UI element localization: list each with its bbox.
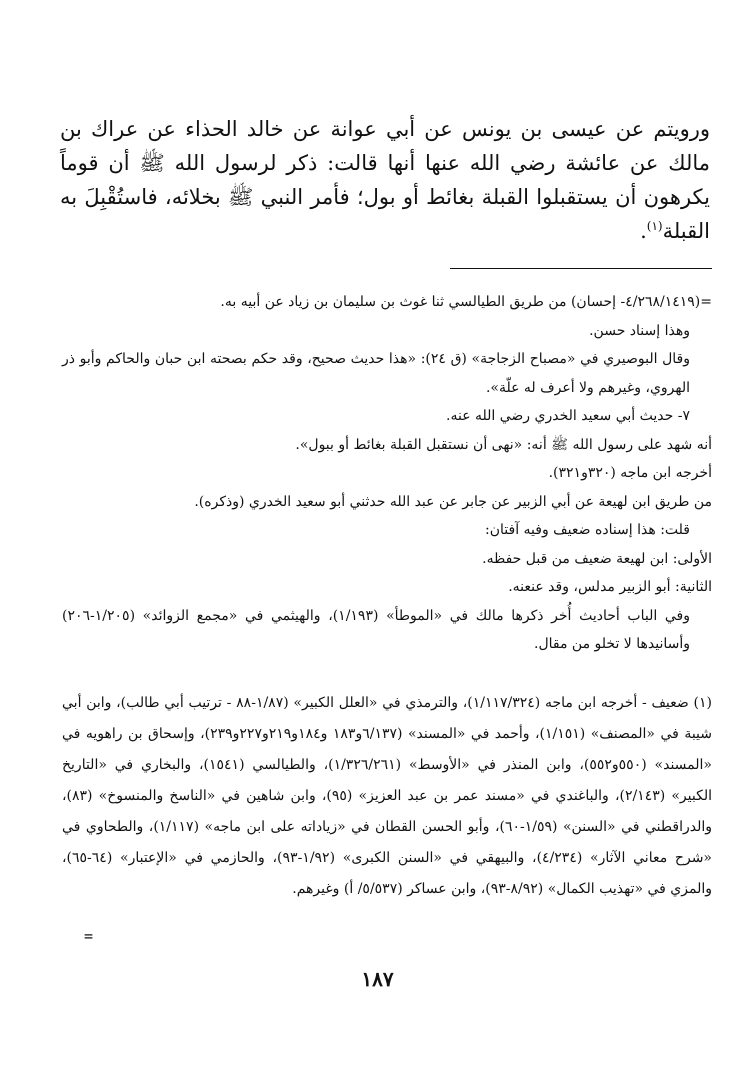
footnote-text: (١) ضعيف - أخرجه ابن ماجه (١/١١٧/٣٢٤)، والترمذي في «العلل الكبير» (١/٨٧-٨٨ - ترتيب أبي طالب)، وابن أبي شيبة في «المصنف» (١/١٥١)، وأحمد في «المسند» (٦/١٣٧و١٨٣ و١٨٤و٢١٩و٢٢٧و٢٣٩)، وإسحاق بن راهويه في «المسند» (٥٥٠و٥٥٢)، وابن المنذر في «الأوسط» (١/٣٢٦/٢٦١)، والطيالسي (١٥٤١)، والبخاري في «التاريخ الكبير» (٢/١٤٣)، والباغندي في «مسند عمر بن عبد العزيز» (٩٥)، وابن شاهين في «الناسخ والمنسوخ» (٨٣)، والدراقطني في «السنن» (١/٥٩-٦٠)، وأبو الحسن القطان في «زياداته على ابن ماجه» (١/١١٧)، والطحاوي في «شرح معاني الآثار» (٤/٢٣٤)، والبيهقي في «السنن الكبرى» (١/٩٢-٩٣)، والحازمي في «الإعتبار» (٦٤-٦٥)، والمزي في «تهذيب الكمال» (٨/٩٢-٩٣)، وابن عساكر (٥/٥٣٧/ أ) وغيرهم.	[62, 695, 712, 897]
note-paragraph: =(٤/٢٦٨/١٤١٩- إحسان) من طريق الطيالسي ثنا غوث بن سليمان بن زياد عن أبيه به.	[220, 294, 712, 310]
note-paragraph: من طريق ابن لهيعة عن أبي الزبير عن جابر عن عبد الله حدثني أبو سعيد الخدري (وذكره).	[194, 493, 712, 510]
main-text-end: .	[640, 219, 647, 243]
main-text-body: ورويتم عن عيسى بن يونس عن أبي عوانة عن خالد الحذاء عن عراك بن مالك عن عائشة رضي الله عنها أنها قالت: ذكر لرسول الله ﷺ أن قوماً يكرهون أن يستقبلوا القبلة بغائط أو بول؛ فأمر النبي ﷺ بخلائه، فاستُقْبِلَ به القبلة	[60, 117, 710, 243]
commentary-notes	[62, 288, 712, 659]
continuation-mark: =	[84, 927, 94, 945]
note-paragraph: وقال البوصيري في «مصباح الزجاجة» (ق ٢٤): «هذا حديث صحيح، وقد حكم بصحته ابن حبان والحاكم وأبو ذر الهروي، وغيرهم ولا أعرف له علّة».	[62, 351, 690, 396]
footnote-reference-marker: (١)	[646, 219, 663, 233]
note-paragraph: الأولى: ابن لهيعة ضعيف من قبل حفظه.	[482, 550, 712, 567]
note-paragraph: وهذا إسناد حسن.	[589, 322, 690, 339]
hadith-heading: ٧- حديث أبي سعيد الخدري رضي الله عنه.	[446, 408, 690, 424]
note-paragraph: أنه شهد على رسول الله ﷺ أنه: «نهى أن نستقبل القبلة بغائط أو ببول».	[295, 436, 712, 453]
note-paragraph: وفي الباب أحاديث أُخر ذكرها مالك في «الموطأ» (١/١٩٣)، والهيثمي في «مجمع الزوائد» (١/٢٠٥-٢٠٦) وأسانيدها لا تخلو من مقال.	[62, 607, 690, 652]
note-paragraph: أخرجه ابن ماجه (٣٢٠و٣٢١).	[548, 465, 712, 481]
note-paragraph: قلت: هذا إسناده ضعيف وفيه آفتان:	[485, 522, 690, 538]
note-paragraph: الثانية: أبو الزبير مدلس، وقد عنعنه.	[508, 579, 712, 595]
main-text	[60, 112, 710, 248]
footnote-divider	[450, 268, 712, 269]
page-number: ١٨٧	[361, 967, 394, 991]
